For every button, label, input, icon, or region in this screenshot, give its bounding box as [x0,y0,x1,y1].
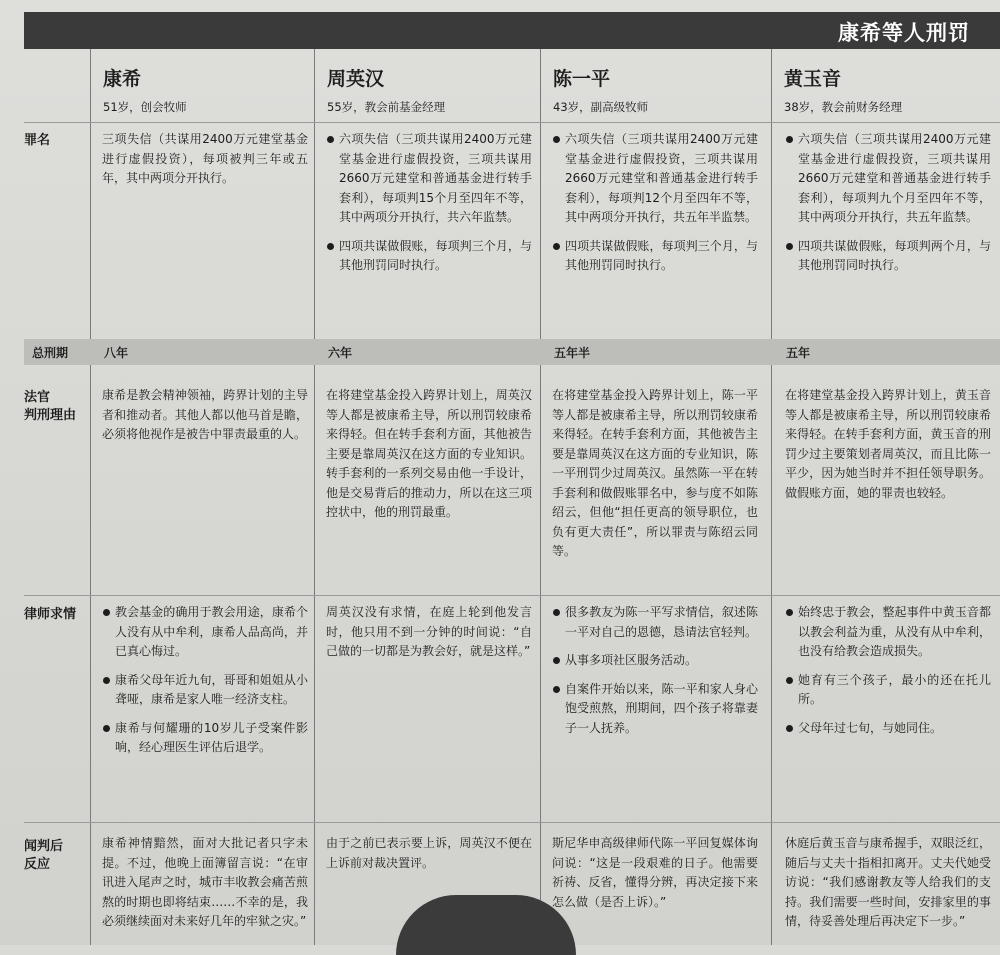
column-divider [540,49,541,945]
bullet-item: 康希与何耀珊的10岁儿子受案件影响，经心理医生评估后退学。 [102,719,308,758]
bullet-item: 从事多项社区服务活动。 [552,651,758,671]
bullet-item: 自案件开始以来，陈一平和家人身心饱受煎熬，刑期间，四个孩子将靠妻子一人抚养。 [552,680,758,739]
column-divider [90,49,91,945]
column-header [541,64,751,115]
person-name: 陈一平 [553,68,611,90]
row-divider [24,822,1000,823]
reason-cell: 在将建堂基金投入跨界计划上，陈一平等人都是被康希主导，所以刑罚较康希来得轻。在转手套利方面，其他被告主要是靠周英汉在这方面的专业知识，陈一平刑罚少过周英汉。虽然陈一平在转手套利和做假账罪名中，参与度不如陈绍云，但他“担任更高的领导职位，也负有更大责任”，所以罪责与陈绍云同等。 [552,388,758,558]
person-role: 51岁，创会牧师 [103,100,187,114]
bullet-item: 很多教友为陈一平写求情信，叙述陈一平对自己的恩德，恳请法官轻判。 [552,603,758,642]
reason-cell: 在将建堂基金投入跨界计划上，周英汉等人都是被康希主导，所以刑罚较康希来得轻。但在转手套利方面，其他被告主要是靠周英汉在这方面的专业知识。转手套利的一系列交易由他一手设计，他是交易背后的推动力，所以在这三项控状中，他的刑罚最重。 [326,388,532,519]
person-role: 38岁，教会前财务经理 [784,100,903,114]
plea-cell [326,603,532,671]
reaction-cell: 休庭后黄玉音与康希握手，双眼泛红，随后与丈夫十指相扣离开。丈夫代她受访说：“我们感谢教友等人给我们的支持。我们需要一些时间，安排家里的事情，待妥善处理后再决定下一步。” [785,836,991,928]
total-term-value: 五年半 [554,346,591,360]
row-label-crime: 罪名 [24,133,51,148]
row-label-reaction: 闻判后 反应 [24,839,64,872]
bullet-item: 六项失信（三项共谋用2400万元建堂基金进行虚假投资，三项共谋用2660万元建堂和普通基金进行转手套利），每项判15个月至四年不等，其中两项分开执行，共六年监禁。 [326,130,532,228]
photo-portrait [396,895,576,955]
reaction-cell: 斯尼华申高级律师代陈一平回复媒体询问说：“这是一段艰难的日子。他需要祈祷、反省，懂得分辨，再决定接下来怎么做（是否上诉）。” [552,836,758,909]
row-divider [24,595,1000,596]
plea-cell [785,603,991,747]
paragraph: 周英汉没有求情，在庭上轮到他发言时，他只用不到一分钟的时间说：“自己做的一切都是为教会好，就是这样。” [326,605,532,658]
bullet-item: 四项共谋做假账，每项判三个月，与其他刑罚同时执行。 [552,237,758,276]
person-name: 康希 [103,68,142,90]
person-name: 黄玉音 [784,68,842,90]
bullet-item: 四项共谋做假账，每项判三个月，与其他刑罚同时执行。 [326,237,532,276]
row-label-total: 总刑期 [32,346,69,360]
bullet-item: 康希父母年近九旬，哥哥和姐姐从小聋哑，康希是家人唯一经济支柱。 [102,671,308,710]
crime-cell [326,130,532,285]
reaction-cell: 康希神情黯然，面对大批记者只字未提。不过，他晚上面簿留言说：“在审讯进入尾声之时，城市丰收教会痛苦煎熬的时期也即将结束……不幸的是，我必须继续面对未来好几年的牢狱之灾。” [102,836,308,928]
page-title: 康希等人刑罚 [838,21,970,45]
crime-cell [785,130,991,285]
crime-cell [552,130,758,285]
total-term-value: 八年 [104,346,129,360]
bullet-item: 始终忠于教会，整起事件中黄玉音都以教会利益为重，从没有从中牟利，也没有给教会造成损失。 [785,603,991,662]
plea-cell [552,603,758,747]
reason-cell: 康希是教会精神领袖，跨界计划的主导者和推动者。其他人都以他马首是瞻，必须将他视作是被告中罪责最重的人。 [102,388,308,441]
column-divider [314,49,315,945]
column-divider [771,49,772,945]
bullet-item: 她育有三个孩子，最小的还在托儿所。 [785,671,991,710]
column-header [315,64,525,115]
header-bar [24,12,1000,49]
row-divider [24,122,1000,123]
column-header [772,64,982,115]
total-term-value: 五年 [786,346,811,360]
crime-cell [102,130,308,198]
paragraph: 三项失信（共谋用2400万元建堂基金进行虚假投资），每项被判三年或五年，其中两项分开执行。 [102,132,308,185]
bullet-item: 六项失信（三项共谋用2400万元建堂基金进行虚假投资，三项共谋用2660万元建堂和普通基金进行转手套利），每项判12个月至四年不等，其中两项分开执行，共五年半监禁。 [552,130,758,228]
person-name: 周英汉 [327,68,385,90]
total-term-value: 六年 [328,346,353,360]
reason-cell: 在将建堂基金投入跨界计划上，黄玉音等人都是被康希主导，所以刑罚较康希来得轻。在转手套利方面，黄玉音的刑罚少过主要策划者周英汉，而且比陈一平少，因为她当时并不担任领导职务。做假账方面，她的罪责也较轻。 [785,388,991,500]
bullet-item: 六项失信（三项共谋用2400万元建堂基金进行虚假投资，三项共谋用2660万元建堂和普通基金进行转手套利），每项判九个月至四年不等，其中两项分开执行，共五年监禁。 [785,130,991,228]
bullet-item: 教会基金的确用于教会用途，康希个人没有从中牟利，康希人品高尚，并已真心悔过。 [102,603,308,662]
column-header [91,64,301,115]
person-role: 55岁，教会前基金经理 [327,100,446,114]
bullet-item: 四项共谋做假账，每项判两个月，与其他刑罚同时执行。 [785,237,991,276]
bullet-item: 父母年过七旬，与她同住。 [785,719,991,739]
row-label-plea: 律师求情 [24,607,77,622]
total-term-row [24,339,1000,365]
person-role: 43岁，副高级牧师 [553,100,649,114]
reaction-cell: 由于之前已表示要上诉，周英汉不便在上诉前对裁决置评。 [326,836,532,870]
plea-cell [102,603,308,767]
row-label-reason: 法官 判刑理由 [24,390,77,423]
